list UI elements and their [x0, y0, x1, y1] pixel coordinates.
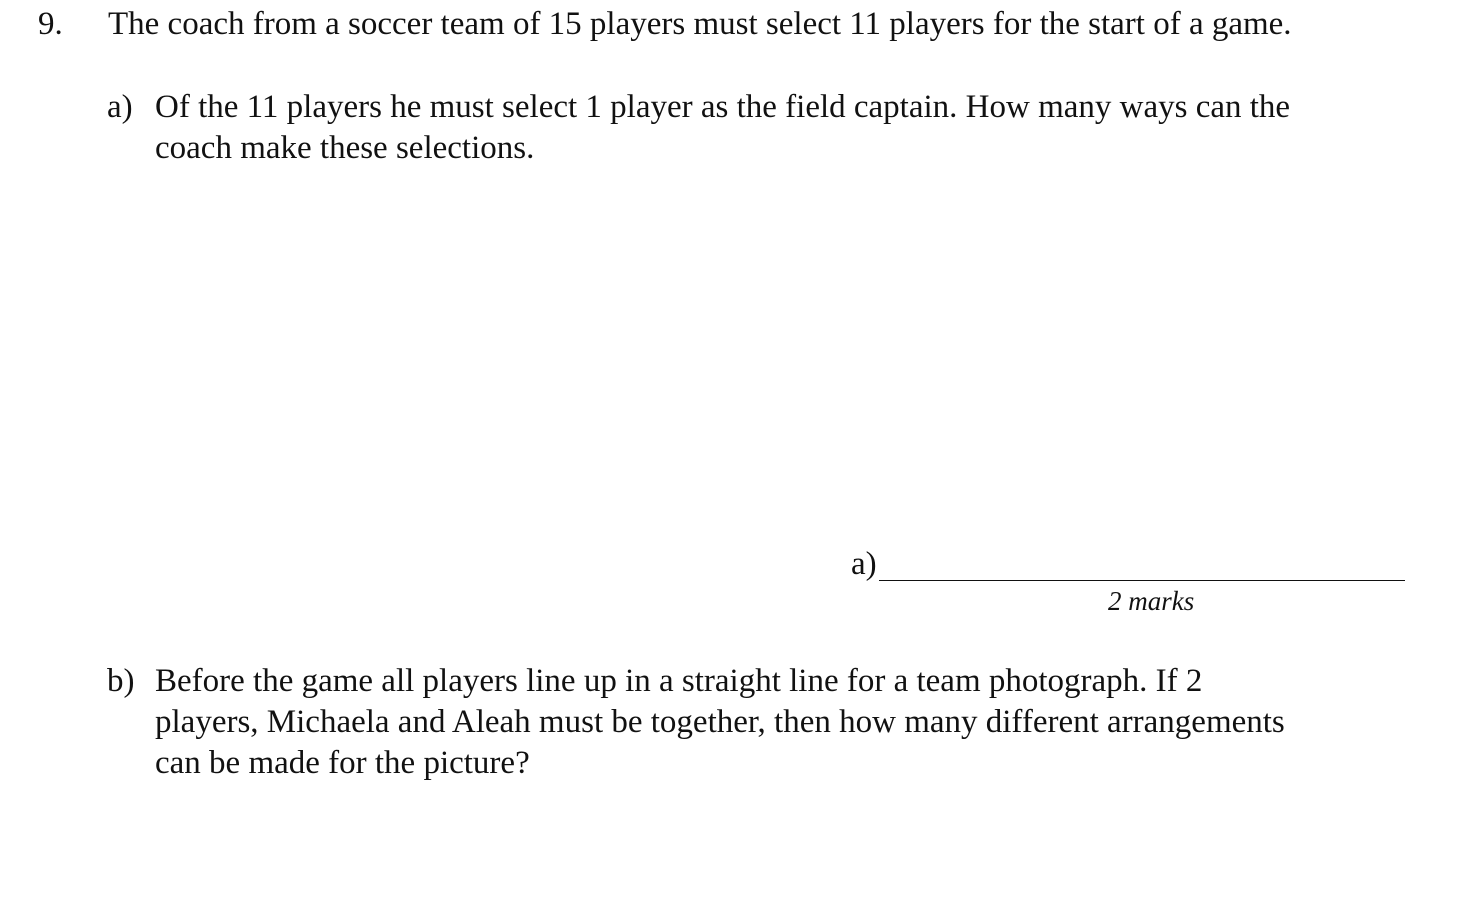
question-number: 9. [38, 6, 63, 42]
part-b-line-1: Before the game all players line up in a straight line for a team photograph. If 2 [155, 663, 1203, 699]
marks-label: 2 marks [1108, 586, 1195, 616]
part-a-line-2: coach make these selections. [155, 130, 535, 166]
part-b-line-2: players, Michaela and Aleah must be together, then how many different arrangements [155, 704, 1285, 740]
answer-a-line[interactable] [879, 580, 1405, 581]
part-b-line-3: can be made for the picture? [155, 745, 530, 781]
part-a-text [155, 87, 1405, 169]
part-b-label: b) [107, 663, 135, 699]
part-a [107, 87, 1407, 177]
part-a-line-1: Of the 11 players he must select 1 player as the field captain. How many ways can the [155, 89, 1291, 125]
part-a-label: a) [107, 89, 133, 125]
part-b-text [155, 661, 1405, 784]
question-stem: The coach from a soccer team of 15 players must select 11 players for the start of a game. [108, 6, 1292, 42]
answer-a-label: a) [851, 546, 877, 582]
part-b [107, 661, 1407, 791]
